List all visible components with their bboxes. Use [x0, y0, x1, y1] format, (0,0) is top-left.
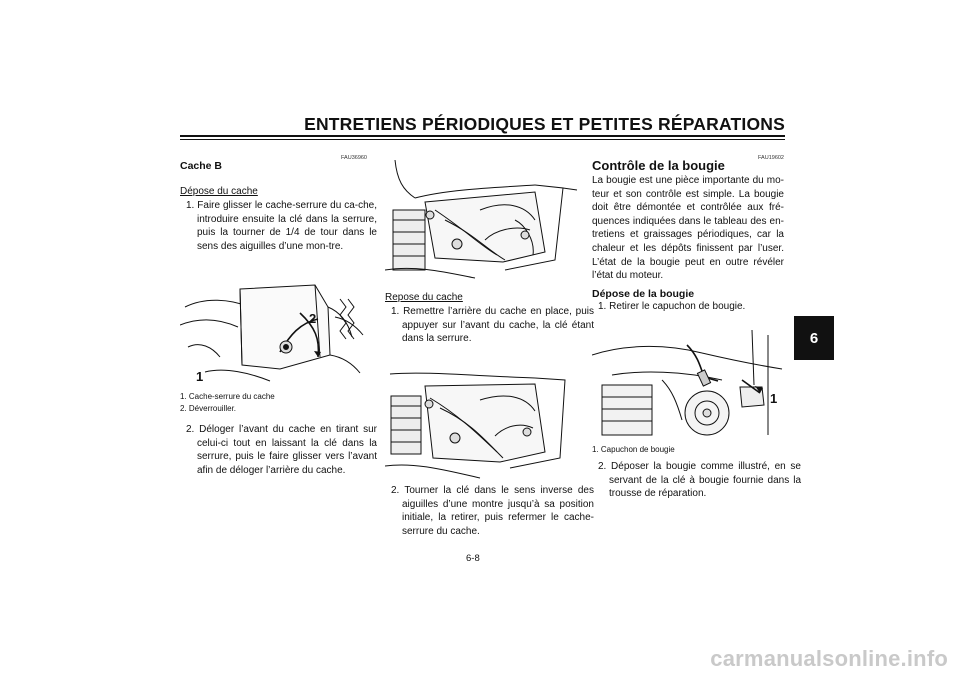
- page-number: 6-8: [466, 553, 480, 564]
- procedure-step: 1. Retirer le capuchon de bougie.: [598, 301, 746, 312]
- reference-code: FAU36960: [341, 155, 367, 161]
- subsection-heading: Repose du cache: [385, 292, 463, 303]
- spark-plug-illustration: [592, 325, 784, 440]
- section-heading: Contrôle de la bougie: [592, 158, 725, 173]
- procedure-step: 1. Remettre l’arrière du cache en place, puis appuyer sur l’avant du cache, la clé étant dans la serrure.: [391, 306, 594, 345]
- procedure-step: 1. Faire glisser le cache-serrure du ca-che, introduire ensuite la clé dans la serrure, puis la tourner de 1/4 de tour dans le sens des aiguilles d’une mon-tre.: [186, 200, 377, 252]
- header-rule-thin: [180, 139, 785, 140]
- callout-number: 1: [770, 391, 778, 406]
- chapter-tab[interactable]: 6: [794, 316, 834, 360]
- header-rule-thick: [180, 135, 785, 137]
- figure-spark-plug: [592, 325, 784, 440]
- figure-cover-install: [385, 366, 580, 481]
- section-heading: Cache B: [180, 160, 223, 172]
- watermark: carmanualsonline.info: [710, 646, 948, 671]
- callout-number: 2: [309, 311, 317, 326]
- reference-code: FAU19602: [758, 155, 784, 161]
- procedure-step: 2. Tourner la clé dans le sens inverse des aiguilles d’une montre jusqu’à sa position initiale, la retirer, puis refermer le cache-serrure du cache.: [391, 485, 594, 537]
- figure-cover-lock: [180, 277, 366, 387]
- intro-paragraph: La bougie est une pièce importante du mo-teur et son contrôle est simple. La bougie doit être démontée et contrôlée aux fré-quences indiquées dans le tableau des en-tretiens et graissages périodiques, car la chaleur et les dépôts finissent par l’user. L’état de la bougie peut en outre révéler l’état du moteur.: [592, 175, 784, 282]
- figure-caption: 1. Capuchon de bougie: [592, 445, 675, 454]
- cover-removal-illustration: [385, 160, 580, 282]
- subsection-heading: Dépose de la bougie: [592, 288, 695, 300]
- callout-number: 1: [196, 369, 204, 384]
- figure-caption: 1. Cache-serrure du cache: [180, 392, 275, 401]
- chapter-title: ENTRETIENS PÉRIODIQUES ET PETITES RÉPARATIONS: [304, 114, 785, 134]
- figure-cover-removal: [385, 160, 580, 282]
- cover-lock-illustration: [180, 277, 366, 387]
- procedure-step: 2. Déposer la bougie comme illustré, en se servant de la clé à bougie fournie dans la trousse de réparation.: [598, 461, 801, 500]
- figure-caption: 2. Déverrouiller.: [180, 404, 237, 413]
- procedure-step: 2. Déloger l’avant du cache en tirant sur celui-ci tout en laissant la clé dans la serrure, puis le faire glisser vers l’avant afin de déloger l’arrière du cache.: [186, 424, 377, 476]
- subsection-heading: Dépose du cache: [180, 186, 258, 197]
- cover-install-illustration: [385, 366, 580, 481]
